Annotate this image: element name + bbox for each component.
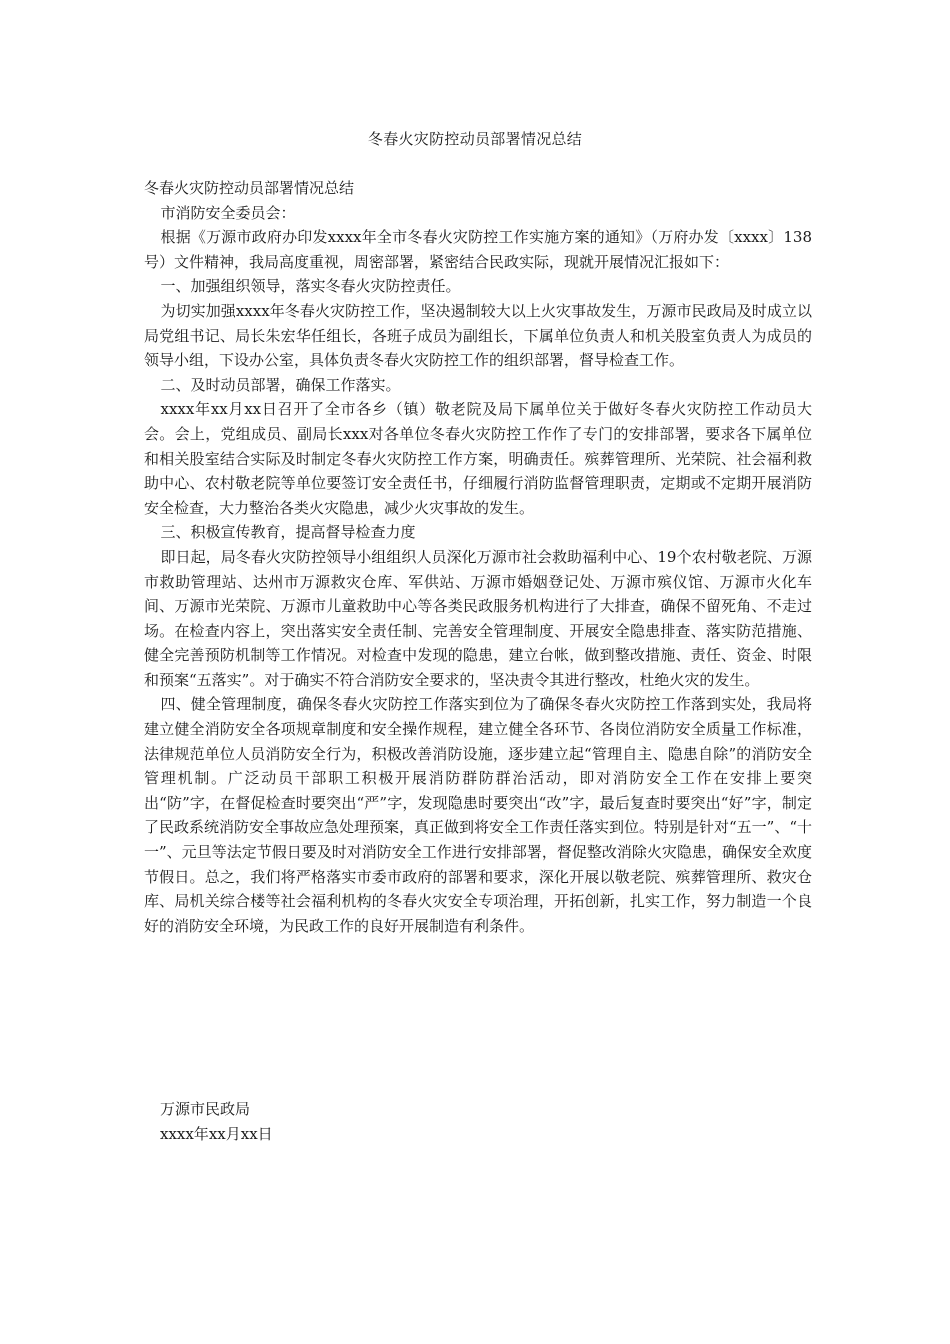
signature-block xyxy=(160,1097,273,1147)
document-title: 冬春火灾防控动员部署情况总结 xyxy=(367,130,583,148)
intro-paragraph: 根据《万源市政府办印发xxxx年全市冬春火灾防控工作实施方案的通知》（万府办发〔xxxx〕138号）文件精神，我局高度重视，周密部署，紧密结合民政实际，现就开展情况汇报如下： xyxy=(144,228,812,271)
section-3-body: 即日起，局冬春火灾防控领导小组组织人员深化万源市社会救助福利中心、19个农村敬老院、万源市救助管理站、达州市万源救灾仓库、军供站、万源市婚姻登记处、万源市殡仪馆、万源市火化车间、万源市光荣院、万源市儿童救助中心等各类民政服务机构进行了大排查，确保不留死角、不走过场。在检查内容上，突出落实安全责任制、完善安全管理制度、开展安全隐患排查、落实防范措施、健全完善预防机制等工作情况。对检查中发现的隐患，建立台帐，做到整改措施、责任、资金、时限和预案“五落实”。对于确实不符合消防安全要求的，坚决责令其进行整改，杜绝火灾的发生。 xyxy=(144,547,812,689)
section-1-body: 为切实加强xxxx年冬春火灾防控工作，坚决遏制较大以上火灾事故发生，万源市民政局及时成立以局党组书记、局长朱宏华任组长，各班子成员为副组长，下属单位负责人和机关股室负责人为成员的领导小组，下设办公室，具体负责冬春火灾防控工作的组织部署，督导检查工作。 xyxy=(144,301,812,370)
section-2-body: xxxx年xx月xx日召开了全市各乡（镇）敬老院及局下属单位关于做好冬春火灾防控工作动员大会。会上，党组成员、副局长xxx对各单位冬春火灾防控工作作了专门的安排部署，要求各下属单位和相关股室结合实际及时制定冬春火灾防控工作方案，明确责任。殡葬管理所、光荣院、社会福利救助中心、农村敬老院等单位要签订安全责任书，仔细履行消防监督管理职责，定期或不定期开展消防安全检查，大力整治各类火灾隐患，减少火灾事故的发生。 xyxy=(144,400,812,517)
document-body xyxy=(144,176,812,938)
signature-org: 万源市民政局 xyxy=(160,1100,251,1118)
section-1-heading: 一、加强组织领导，落实冬春火灾防控责任。 xyxy=(160,277,461,296)
section-4-heading: 四、健全管理制度，确保冬春火灾防控工作落实到位为了确保冬春火灾防控工作落到实处，我局将建立健全消防安全各项规章制度和安全操作规程，建立健全各环节、各岗位消防安全质量工作标准，法律规范单位人员消防安全行为，积极改善消防设施，逐步建立起“管理自主、隐患自除”的消防安全管理机制。广泛动员干部职工积极开展消防群防群治活动，即对消防安全工作在安排上要突出“防”字，在督促检查时要突出“严”字，发现隐患时要突出“改”字，最后复查时要突出“好”字，制定了民政系统消防安全事故应急处理预案，真正做到将安全工作责任落实到位。特别是针对“五一”、“十一”、元旦等法定节假日要及时对消防安全工作进行安排部署，督促整改消除火灾隐患，确保安全欢度节假日。总之，我们将严格落实市委市政府的部署和要求，深化开展以敬老院、殡葬管理所、救灾仓库、局机关综合楼等社会福利机构的冬春火灾安全专项治理，开拓创新，扎实工作，努力制造一个良好的消防安全环境，为民政工作的良好开展制造有利条件。 xyxy=(144,695,813,935)
document-subtitle: 冬春火灾防控动员部署情况总结 xyxy=(144,179,355,197)
section-2-heading: 二、及时动员部署，确保工作落实。 xyxy=(160,375,401,394)
signature-date: xxxx年xx月xx日 xyxy=(160,1125,273,1143)
addressee: 市消防安全委员会： xyxy=(160,203,296,222)
section-3-heading: 三、积极宣传教育，提高督导检查力度 xyxy=(160,523,416,542)
